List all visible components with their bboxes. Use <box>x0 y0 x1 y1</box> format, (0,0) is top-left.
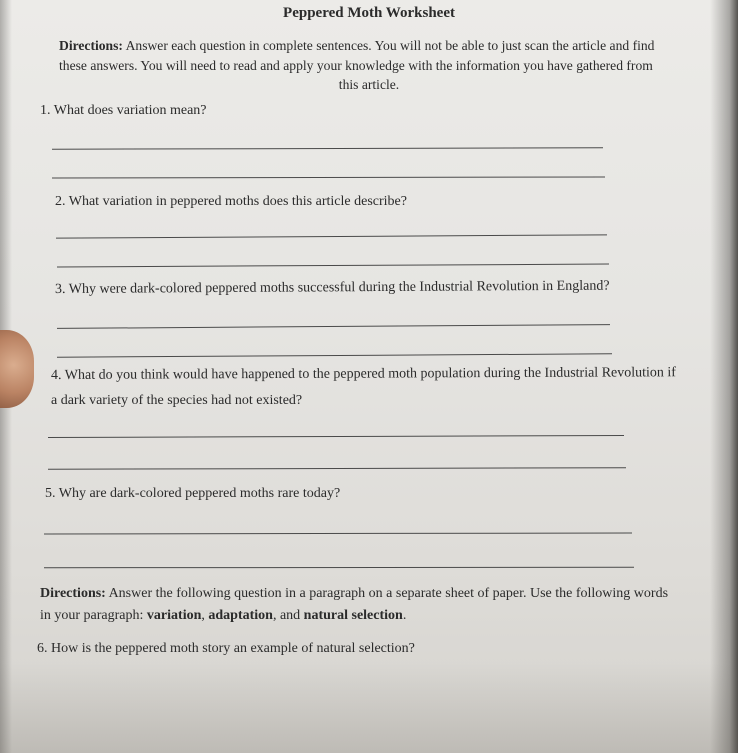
paragraph-directions-prefix: in your paragraph: <box>40 608 147 623</box>
directions-paragraph <box>59 36 679 95</box>
directions-line-2: these answers. You will need to read and apply your knowledge with the information you have gathered from <box>59 57 653 73</box>
answer-line-4b[interactable] <box>48 467 626 470</box>
answer-line-3b[interactable] <box>57 353 612 357</box>
worksheet-title: Peppered Moth Worksheet <box>283 5 455 21</box>
question-6: 6. How is the peppered moth story an example of natural selection? <box>37 641 415 656</box>
answer-line-4a[interactable] <box>48 435 624 438</box>
page-shadow-right <box>710 0 738 753</box>
vocab-word-natural-selection: natural selection <box>303 608 403 623</box>
answer-line-2a[interactable] <box>56 234 607 238</box>
answer-line-5a[interactable] <box>44 532 632 534</box>
paragraph-directions <box>40 583 730 627</box>
paragraph-directions-text-1: Answer the following question in a paragraph on a separate sheet of paper. Use the following words <box>105 586 669 601</box>
vocab-sep-1: , <box>201 608 209 623</box>
vocab-word-variation: variation <box>146 608 202 623</box>
vocab-sep-2: , and <box>272 608 304 623</box>
directions-line-1 <box>59 36 679 56</box>
paragraph-directions-line-1 <box>40 583 730 605</box>
question-4-line-2: a dark variety of the species had not existed? <box>51 393 303 408</box>
directions-line-3: this article. <box>338 77 400 92</box>
answer-line-3a[interactable] <box>57 324 610 329</box>
answer-line-2b[interactable] <box>57 264 609 268</box>
answer-line-5b[interactable] <box>44 567 634 569</box>
question-3: 3. Why were dark-colored peppered moths successful during the Industrial Revolution in England? <box>54 278 610 297</box>
directions-text-1: Answer each question in complete sentences. You will not be able to just scan the article and find <box>122 38 655 53</box>
answer-line-1a[interactable] <box>52 147 603 149</box>
paragraph-directions-line-2 <box>40 605 730 627</box>
question-5: 5. Why are dark-colored peppered moths rare today? <box>45 486 341 501</box>
paragraph-directions-label: Directions: <box>40 586 106 601</box>
answer-line-1b[interactable] <box>52 177 605 179</box>
question-2: 2. What variation in peppered moths does this article describe? <box>55 194 407 209</box>
page-shadow-bottom <box>0 663 738 753</box>
thumb-photo-artifact <box>0 330 34 408</box>
vocab-word-adaptation: adaptation <box>208 608 273 623</box>
directions-label: Directions: <box>59 38 123 53</box>
question-1: 1. What does variation mean? <box>40 103 207 118</box>
question-4-line-1: 4. What do you think would have happened to the peppered moth population during the Industrial Revolution if <box>50 365 676 383</box>
vocab-end: . <box>402 608 407 623</box>
